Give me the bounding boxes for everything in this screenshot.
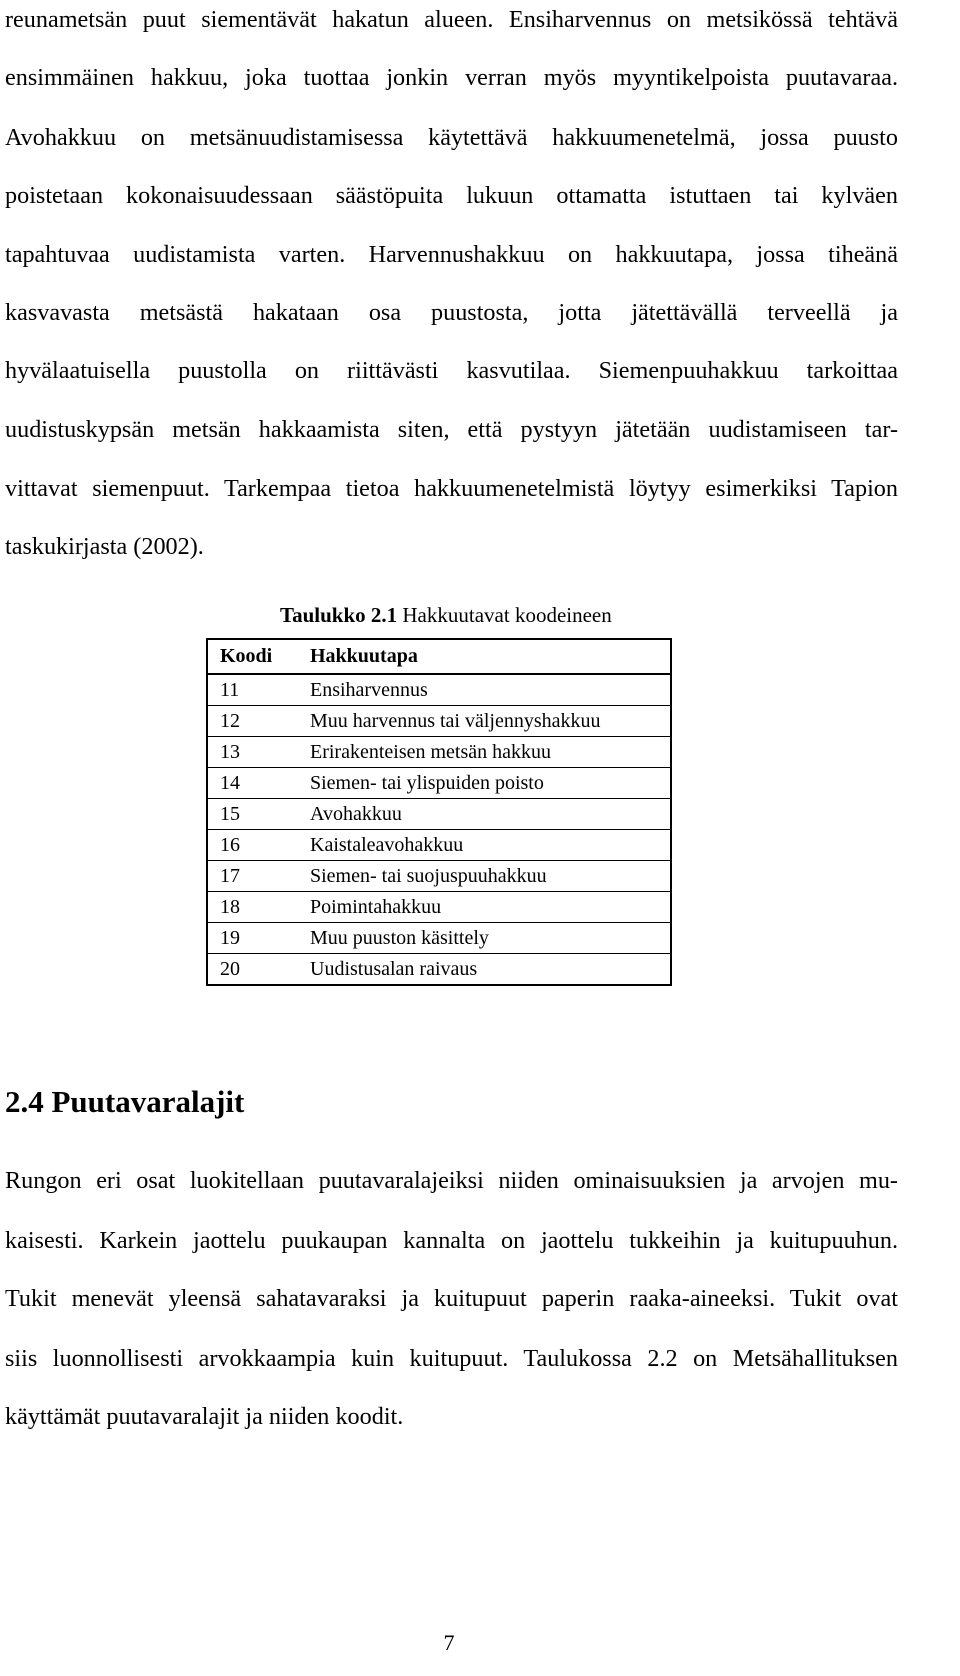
method-cell: Poimintahakkuu — [298, 892, 671, 923]
text-line: ensimmäinen hakkuu, joka tuottaa jonkin verran myös myyntikelpoista puutavaraa. — [5, 64, 898, 91]
table-row — [207, 923, 671, 954]
method-cell: Avohakkuu — [298, 799, 671, 830]
table-caption-label: Taulukko 2.1 — [280, 603, 398, 627]
code-cell: 12 — [207, 706, 298, 737]
table-row — [207, 674, 671, 706]
text-line: uudistuskypsän metsän hakkaamista siten, että pystyyn jätetään uudistamiseen tar- — [5, 416, 898, 443]
text-line: vittavat siemenpuut. Tarkempaa tietoa hakkuumenetelmistä löytyy esimerkiksi Tapion — [5, 475, 898, 502]
table-row — [207, 830, 671, 861]
code-cell: 19 — [207, 923, 298, 954]
text-line: tapahtuvaa uudistamista varten. Harvennushakkuu on hakkuutapa, jossa tiheänä — [5, 241, 898, 268]
method-cell: Siemen- tai suojuspuuhakkuu — [298, 861, 671, 892]
code-cell: 17 — [207, 861, 298, 892]
table-caption — [280, 600, 612, 630]
code-cell: 16 — [207, 830, 298, 861]
table-row — [207, 768, 671, 799]
table-row — [207, 861, 671, 892]
table-row — [207, 799, 671, 830]
text-line: taskukirjasta (2002). — [5, 533, 204, 560]
code-cell: 13 — [207, 737, 298, 768]
code-cell: 20 — [220, 957, 240, 980]
code-cell: 18 — [207, 892, 298, 923]
code-cell: 14 — [207, 768, 298, 799]
table-row — [207, 892, 671, 923]
text-line: käyttämät puutavaralajit ja niiden koodit. — [5, 1403, 404, 1430]
table-caption-text: Hakkuutavat koodeineen — [397, 603, 612, 627]
method-cell: Muu puuston käsittely — [298, 923, 671, 954]
method-cell: Uudistusalan raivaus — [310, 957, 478, 980]
text-line: kasvavasta metsästä hakataan osa puustosta, jotta jätettävällä terveellä ja — [5, 299, 898, 326]
text-line: siis luonnollisesti arvokkaampia kuin kuitupuut. Taulukossa 2.2 on Metsähallituksen — [5, 1345, 898, 1372]
table-header-row — [207, 639, 671, 674]
code-cell: 15 — [207, 799, 298, 830]
method-cell: Ensiharvennus — [298, 674, 671, 706]
text-line: Rungon eri osat luokitellaan puutavaralajeiksi niiden ominaisuuksien ja arvojen mu- — [5, 1167, 898, 1194]
table-row — [207, 706, 671, 737]
method-cell: Muu harvennus tai väljennyshakkuu — [298, 706, 671, 737]
text-line: kaisesti. Karkein jaottelu puukaupan kannalta on jaottelu tukkeihin ja kuitupuuhun. — [5, 1227, 898, 1254]
page-number: 7 — [443, 1630, 455, 1655]
table-row — [207, 737, 671, 768]
hakkuutavat-table — [206, 638, 672, 986]
text-line: hyvälaatuisella puustolla on riittävästi kasvutilaa. Siemenpuuhakkuu tarkoittaa — [5, 357, 898, 384]
text-line: reunametsän puut siementävät hakatun alueen. Ensiharvennus on metsikössä tehtävä — [5, 6, 898, 33]
table-row — [207, 954, 671, 986]
text-line: poistetaan kokonaisuudessaan säästöpuita lukuun ottamatta istuttaen tai kylväen — [5, 182, 898, 209]
method-cell: Erirakenteisen metsän hakkuu — [298, 737, 671, 768]
header-koodi: Koodi — [207, 639, 298, 674]
code-cell: 11 — [207, 674, 298, 706]
method-cell: Kaistaleavohakkuu — [298, 830, 671, 861]
method-cell: Siemen- tai ylispuiden poisto — [298, 768, 671, 799]
section-heading: 2.4 Puutavaralajit — [5, 1084, 245, 1119]
header-hakkuutapa: Hakkuutapa — [298, 639, 671, 674]
text-line: Avohakkuu on metsänuudistamisessa käytettävä hakkuumenetelmä, jossa puusto — [5, 124, 898, 151]
text-line: Tukit menevät yleensä sahatavaraksi ja kuitupuut paperin raaka-aineeksi. Tukit ovat — [5, 1285, 898, 1312]
